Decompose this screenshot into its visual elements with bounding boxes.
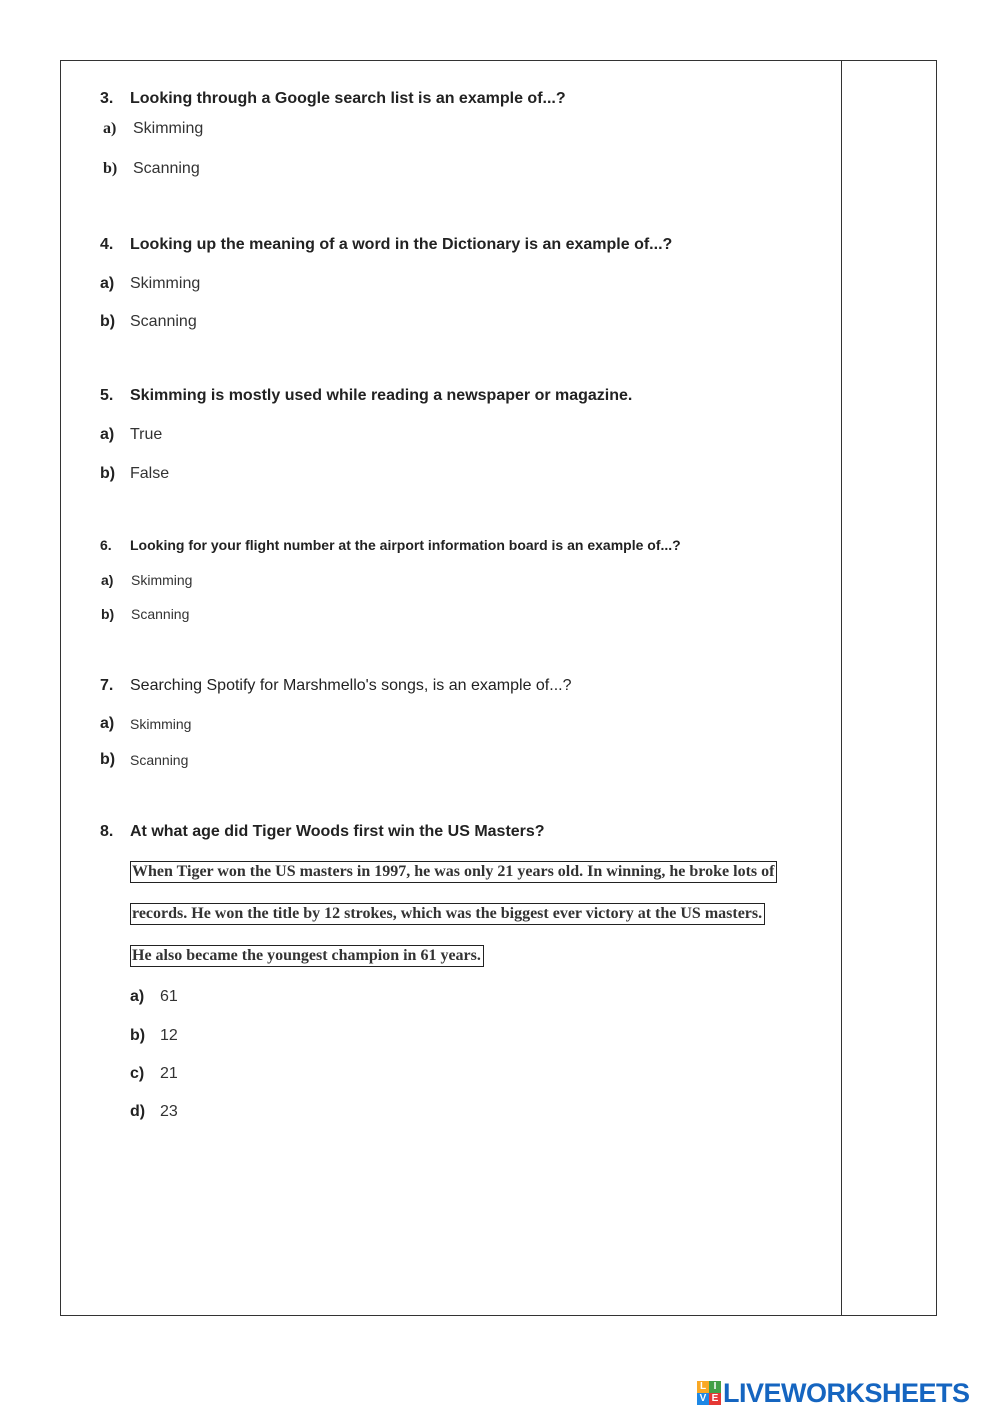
question-3-option-b[interactable]: Scanning (133, 160, 200, 177)
question-4-option-b[interactable]: Scanning (130, 313, 197, 330)
logo-icon-letter-l: L (697, 1381, 709, 1393)
question-6-option-b[interactable]: Scanning (131, 606, 190, 622)
question-5-option-a-label: a) (100, 426, 115, 443)
question-4-text: Looking up the meaning of a word in the Dictionary is an example of...? (130, 236, 673, 253)
question-8-option-d[interactable]: 23 (160, 1103, 178, 1120)
margin-column-divider (841, 60, 842, 1316)
question-8-option-a[interactable]: 61 (160, 988, 178, 1005)
logo-icon-letter-v: V (697, 1393, 709, 1405)
question-4-option-a[interactable]: Skimming (130, 275, 201, 292)
question-5-option-b-label: b) (100, 465, 116, 482)
question-5-option-b[interactable]: False (130, 465, 170, 482)
question-4-number: 4. (100, 236, 114, 253)
question-8-option-a-label: a) (130, 988, 145, 1005)
question-7-number: 7. (100, 677, 114, 694)
question-3-text: Looking through a Google search list is an example of...? (130, 90, 566, 107)
question-6-option-b-label: b) (101, 606, 115, 622)
question-3-option-a[interactable]: Skimming (133, 120, 204, 137)
question-3-option-a-label: a) (103, 120, 117, 137)
logo-wordmark: LIVEWORKSHEETS (723, 1378, 970, 1408)
question-8-option-b-label: b) (130, 1027, 146, 1044)
question-8-text: At what age did Tiger Woods first win the US Masters? (130, 823, 545, 840)
question-6-text: Looking for your flight number at the airport information board is an example of...? (130, 537, 681, 553)
question-4-option-a-label: a) (100, 275, 115, 292)
liveworksheets-logo (697, 1378, 970, 1408)
passage-line-2: records. He won the title by 12 strokes, which was the biggest ever victory at the US masters. (130, 903, 765, 925)
question-6-number: 6. (100, 537, 112, 553)
question-7-option-b[interactable]: Scanning (130, 752, 189, 768)
question-5-text: Skimming is mostly used while reading a newspaper or magazine. (130, 387, 633, 404)
question-8-option-c[interactable]: 21 (160, 1065, 178, 1082)
question-6-option-a[interactable]: Skimming (131, 572, 193, 588)
logo-icon-letter-i: I (709, 1381, 721, 1393)
question-3-option-b-label: b) (103, 160, 118, 177)
question-4-option-b-label: b) (100, 313, 116, 330)
question-5-option-a[interactable]: True (130, 426, 163, 443)
question-8-option-c-label: c) (130, 1065, 145, 1082)
liveworksheets-logo-icon (697, 1381, 721, 1405)
question-8-option-b[interactable]: 12 (160, 1027, 178, 1044)
question-7-option-a-label: a) (100, 715, 115, 732)
passage-line-3: He also became the youngest champion in 61 years. (130, 945, 484, 967)
question-3-number: 3. (100, 90, 114, 107)
logo-icon-letter-e: E (709, 1393, 721, 1405)
question-5-number: 5. (100, 387, 114, 404)
question-8-number: 8. (100, 823, 114, 840)
question-8-option-d-label: d) (130, 1103, 146, 1120)
question-6-option-a-label: a) (101, 572, 114, 588)
question-7-option-a[interactable]: Skimming (130, 716, 192, 732)
question-7-text: Searching Spotify for Marshmello's songs, is an example of...? (130, 677, 572, 694)
question-7-option-b-label: b) (100, 751, 116, 768)
passage-line-1: When Tiger won the US masters in 1997, he was only 21 years old. In winning, he broke lots of (130, 861, 777, 883)
